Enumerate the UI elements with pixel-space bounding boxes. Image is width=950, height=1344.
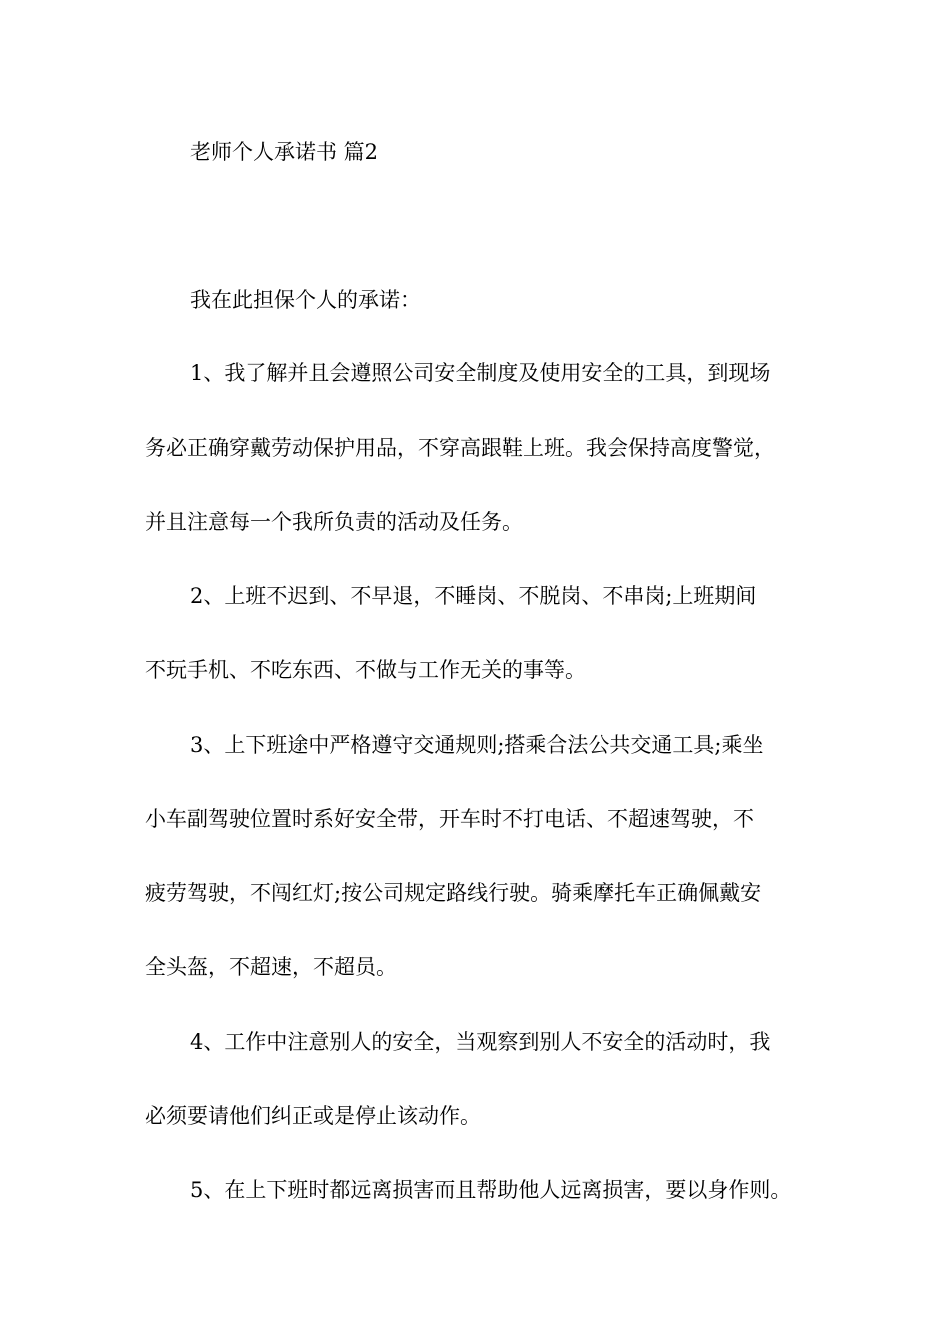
item-3-line-3: 疲劳驾驶，不闯红灯;按公司规定路线行驶。骑乘摩托车正确佩戴安 (145, 881, 762, 905)
item-2-line-1: 2、上班不迟到、不早退，不睡岗、不脱岗、不串岗;上班期间 (190, 584, 757, 608)
document-title: 老师个人承诺书 篇2 (190, 140, 379, 164)
item-1-line-1: 1、我了解并且会遵照公司安全制度及使用安全的工具，到现场 (190, 361, 771, 385)
item-4-line-2: 必须要请他们纠正或是停止该动作。 (145, 1104, 481, 1128)
item-2-line-2: 不玩手机、不吃东西、不做与工作无关的事等。 (145, 658, 586, 682)
item-1-line-3: 并且注意每一个我所负责的活动及任务。 (145, 510, 523, 534)
item-3-line-2: 小车副驾驶位置时系好安全带，开车时不打电话、不超速驾驶，不 (145, 807, 754, 831)
item-3-line-4: 全头盔，不超速，不超员。 (145, 955, 397, 979)
item-1-line-2: 务必正确穿戴劳动保护用品，不穿高跟鞋上班。我会保持高度警觉， (145, 436, 775, 460)
item-5-line-1: 5、在上下班时都远离损害而且帮助他人远离损害，要以身作则。 (190, 1178, 792, 1202)
item-4-line-1: 4、工作中注意别人的安全，当观察到别人不安全的活动时，我 (190, 1030, 771, 1054)
intro-line: 我在此担保个人的承诺： (190, 288, 421, 312)
item-3-line-1: 3、上下班途中严格遵守交通规则;搭乘合法公共交通工具;乘坐 (190, 733, 764, 757)
